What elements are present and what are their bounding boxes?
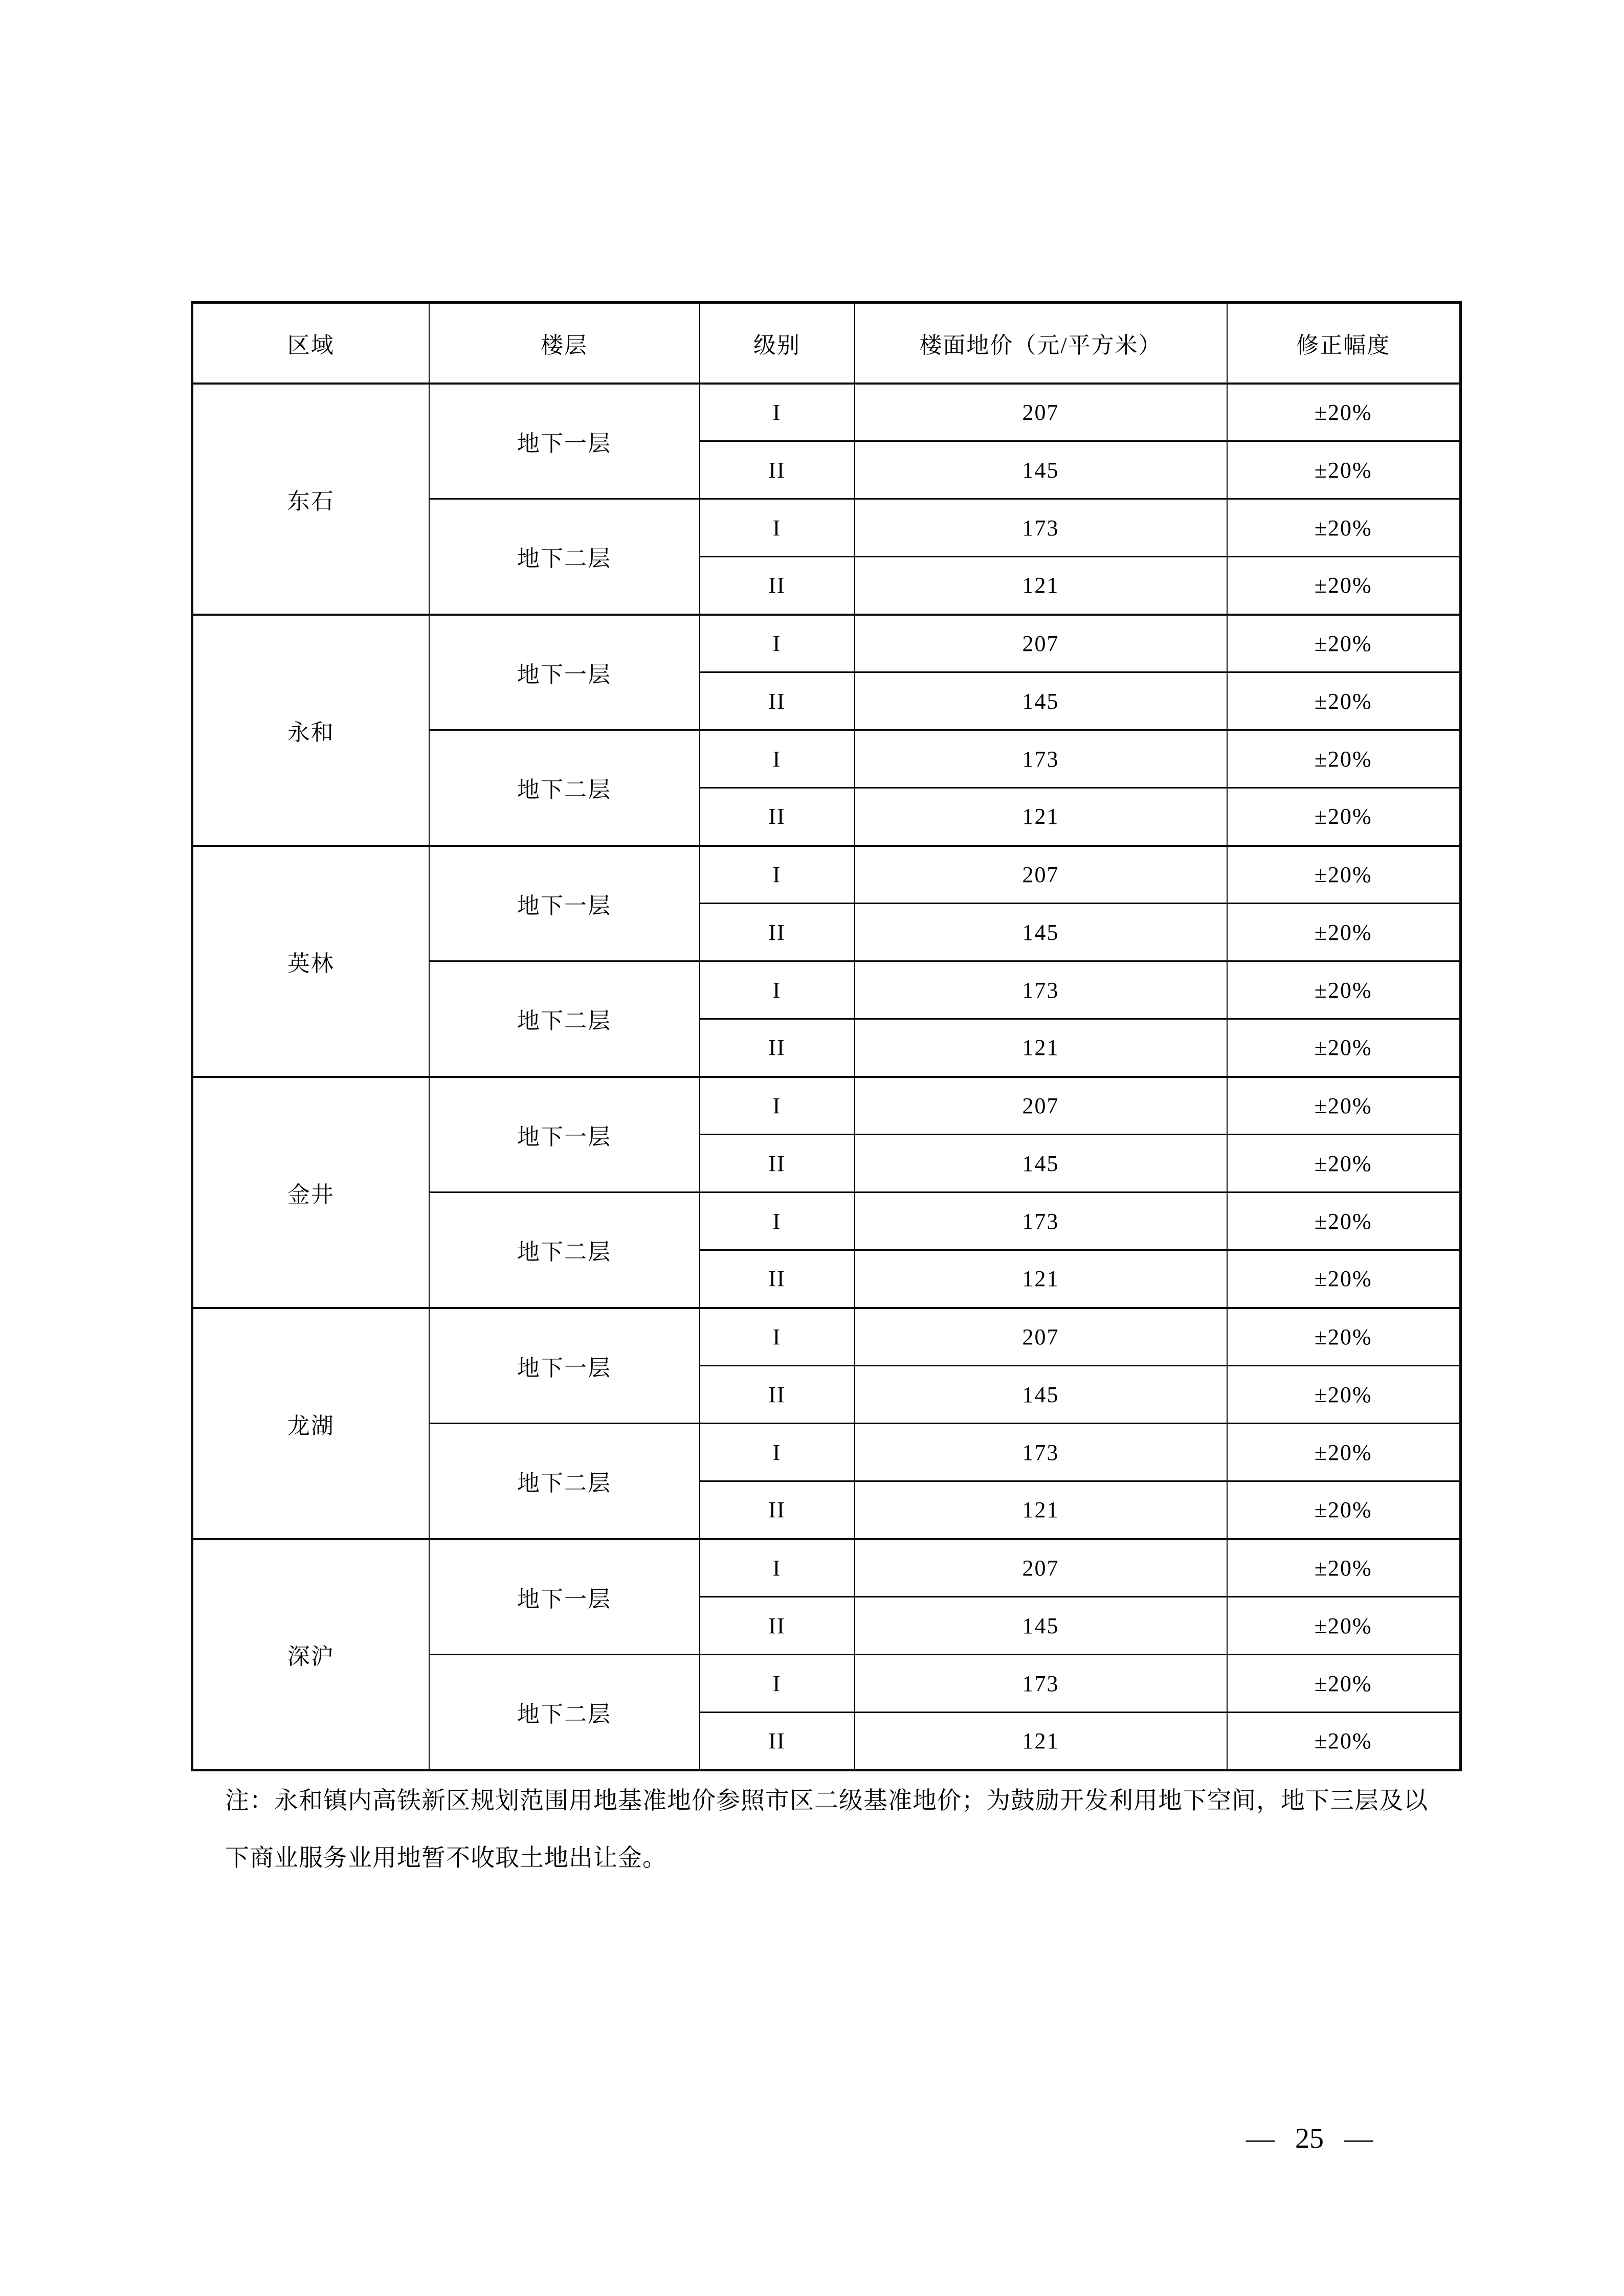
price-cell: 121	[855, 1250, 1227, 1308]
adjustment-cell: ±20%	[1227, 1366, 1461, 1424]
header-floor: 楼层	[429, 303, 700, 384]
price-cell: 207	[855, 846, 1227, 904]
level-cell: I	[700, 615, 855, 672]
table-row	[192, 1308, 1461, 1366]
region-cell: 东石	[192, 384, 429, 615]
adjustment-cell: ±20%	[1227, 672, 1461, 730]
level-cell: I	[700, 1655, 855, 1713]
price-cell: 121	[855, 1481, 1227, 1539]
price-cell: 207	[855, 384, 1227, 441]
level-cell: II	[700, 557, 855, 615]
table-row	[192, 1077, 1461, 1135]
floor-cell: 地下一层	[429, 384, 700, 499]
land-price-table-wrap	[191, 301, 1462, 1771]
level-cell: II	[700, 441, 855, 499]
level-cell: I	[700, 384, 855, 441]
price-cell: 145	[855, 904, 1227, 961]
adjustment-cell: ±20%	[1227, 1655, 1461, 1713]
floor-cell: 地下一层	[429, 615, 700, 730]
adjustment-cell: ±20%	[1227, 1250, 1461, 1308]
adjustment-cell: ±20%	[1227, 1308, 1461, 1366]
adjustment-cell: ±20%	[1227, 1019, 1461, 1077]
adjustment-cell: ±20%	[1227, 788, 1461, 846]
price-cell: 173	[855, 499, 1227, 557]
level-cell: I	[700, 1424, 855, 1481]
region-cell: 龙湖	[192, 1308, 429, 1539]
level-cell: I	[700, 1308, 855, 1366]
price-cell: 207	[855, 615, 1227, 672]
price-cell: 173	[855, 961, 1227, 1019]
level-cell: I	[700, 1077, 855, 1135]
adjustment-cell: ±20%	[1227, 1597, 1461, 1655]
price-cell: 121	[855, 1019, 1227, 1077]
price-cell: 145	[855, 1366, 1227, 1424]
price-cell: 207	[855, 1308, 1227, 1366]
level-cell: II	[700, 1713, 855, 1770]
adjustment-cell: ±20%	[1227, 730, 1461, 788]
adjustment-cell: ±20%	[1227, 904, 1461, 961]
region-cell: 英林	[192, 846, 429, 1077]
level-cell: I	[700, 730, 855, 788]
adjustment-cell: ±20%	[1227, 846, 1461, 904]
floor-cell: 地下二层	[429, 1655, 700, 1770]
floor-cell: 地下一层	[429, 1308, 700, 1424]
adjustment-cell: ±20%	[1227, 499, 1461, 557]
floor-cell: 地下二层	[429, 499, 700, 615]
table-row	[192, 846, 1461, 904]
price-cell: 145	[855, 672, 1227, 730]
level-cell: I	[700, 846, 855, 904]
level-cell: II	[700, 1597, 855, 1655]
level-cell: II	[700, 672, 855, 730]
price-cell: 121	[855, 1713, 1227, 1770]
level-cell: I	[700, 499, 855, 557]
table-note	[225, 1788, 1453, 1872]
adjustment-cell: ±20%	[1227, 1481, 1461, 1539]
adjustment-cell: ±20%	[1227, 961, 1461, 1019]
price-cell: 173	[855, 1424, 1227, 1481]
level-cell: II	[700, 1481, 855, 1539]
price-cell: 145	[855, 1597, 1227, 1655]
price-cell: 173	[855, 1655, 1227, 1713]
price-cell: 145	[855, 1135, 1227, 1192]
level-cell: I	[700, 1539, 855, 1597]
price-cell: 173	[855, 1192, 1227, 1250]
region-cell: 永和	[192, 615, 429, 846]
level-cell: I	[700, 1192, 855, 1250]
price-cell: 207	[855, 1539, 1227, 1597]
level-cell: II	[700, 904, 855, 961]
adjustment-cell: ±20%	[1227, 1424, 1461, 1481]
adjustment-cell: ±20%	[1227, 1077, 1461, 1135]
price-cell: 207	[855, 1077, 1227, 1135]
level-cell: I	[700, 961, 855, 1019]
table-note-line-1: 注：永和镇内高铁新区规划范围用地基准地价参照市区二级基准地价；为鼓励开发利用地下空间，地下三层及以	[225, 1788, 1428, 1814]
page-number: — 25 —	[1246, 2123, 1373, 2154]
region-cell: 金井	[192, 1077, 429, 1308]
region-cell: 深沪	[192, 1539, 429, 1770]
adjustment-cell: ±20%	[1227, 1539, 1461, 1597]
level-cell: II	[700, 1250, 855, 1308]
price-cell: 173	[855, 730, 1227, 788]
floor-cell: 地下二层	[429, 1192, 700, 1308]
adjustment-cell: ±20%	[1227, 1135, 1461, 1192]
floor-cell: 地下二层	[429, 1424, 700, 1539]
adjustment-cell: ±20%	[1227, 384, 1461, 441]
floor-cell: 地下二层	[429, 961, 700, 1077]
adjustment-cell: ±20%	[1227, 615, 1461, 672]
level-cell: II	[700, 788, 855, 846]
table-row	[192, 1539, 1461, 1597]
floor-cell: 地下一层	[429, 846, 700, 961]
level-cell: II	[700, 1135, 855, 1192]
adjustment-cell: ±20%	[1227, 557, 1461, 615]
table-row	[192, 615, 1461, 672]
price-cell: 121	[855, 557, 1227, 615]
price-cell: 145	[855, 441, 1227, 499]
adjustment-cell: ±20%	[1227, 1713, 1461, 1770]
floor-cell: 地下一层	[429, 1077, 700, 1192]
header-level: 级别	[700, 303, 855, 384]
header-region: 区域	[192, 303, 429, 384]
adjustment-cell: ±20%	[1227, 1192, 1461, 1250]
header-row	[192, 303, 1461, 384]
adjustment-cell: ±20%	[1227, 441, 1461, 499]
floor-cell: 地下一层	[429, 1539, 700, 1655]
header-price: 楼面地价（元/平方米）	[855, 303, 1227, 384]
floor-cell: 地下二层	[429, 730, 700, 846]
table-row	[192, 384, 1461, 441]
level-cell: II	[700, 1019, 855, 1077]
price-cell: 121	[855, 788, 1227, 846]
land-price-table	[191, 301, 1462, 1771]
header-adjustment: 修正幅度	[1227, 303, 1461, 384]
table-note-line-2: 下商业服务业用地暂不收取土地出让金。	[225, 1845, 667, 1872]
level-cell: II	[700, 1366, 855, 1424]
